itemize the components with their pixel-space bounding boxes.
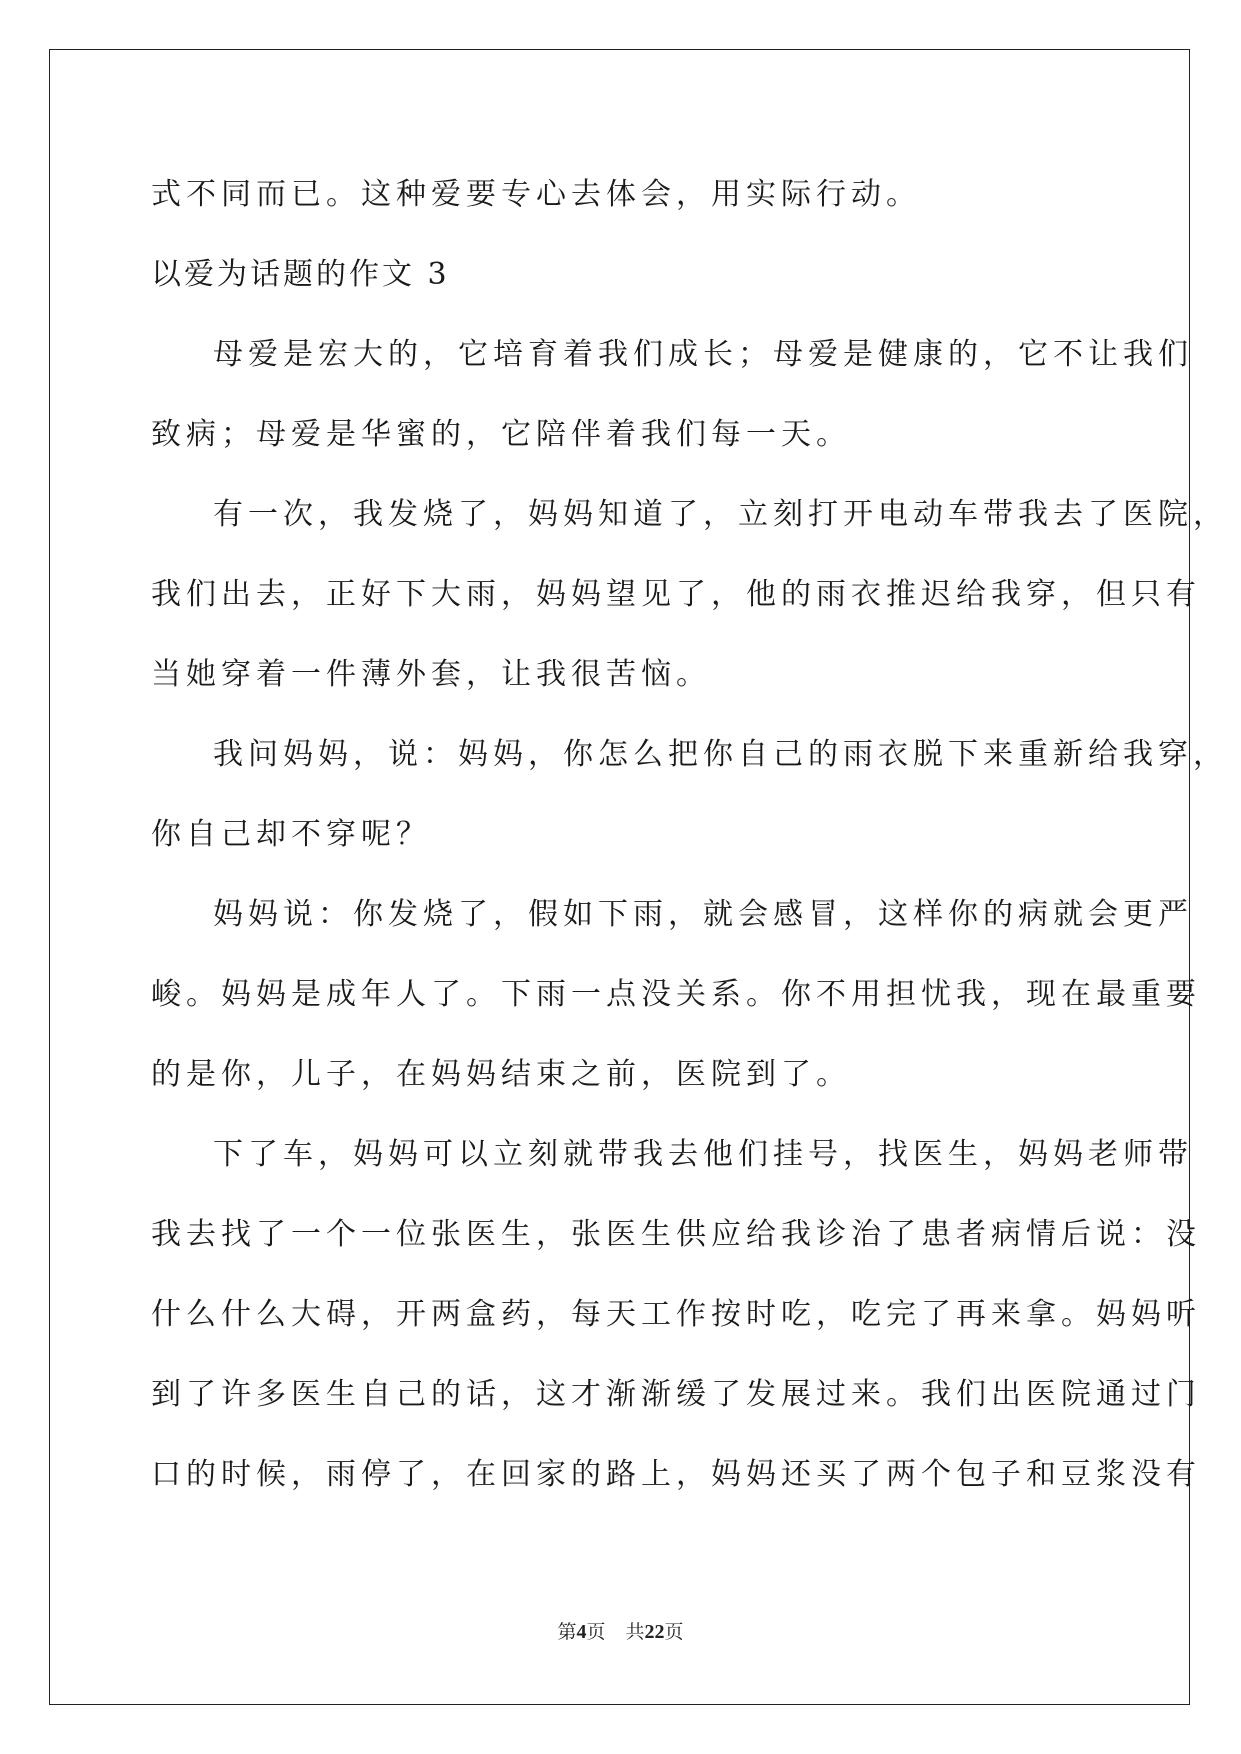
paragraph-first-line: 母爱是宏大的，它培育着我们成长；母爱是健康的，它不让我们 (213, 337, 1193, 372)
text-line: 峻。妈妈是成年人了。下雨一点没关系。你不用担忧我，现在最重要 (151, 977, 1201, 1012)
text-line: 到了许多医生自己的话，这才渐渐缓了发展过来。我们出医院通过门 (151, 1377, 1201, 1412)
page-prefix: 第 (557, 1621, 577, 1643)
text-line: 我们出去，正好下大雨，妈妈望见了，他的雨衣推迟给我穿，但只有 (151, 577, 1201, 612)
paragraph-first-line: 下了车，妈妈可以立刻就带我去他们挂号，找医生，妈妈老师带 (213, 1137, 1193, 1172)
text-line: 你自己却不穿呢？ (151, 817, 431, 852)
text-line: 口的时候，雨停了，在回家的路上，妈妈还买了两个包子和豆浆没有 (151, 1457, 1201, 1492)
text-line: 什么什么大碍，开两盒药，每天工作按时吃，吃完了再来拿。妈妈听 (151, 1297, 1201, 1332)
text-line: 式不同而已。这种爱要专心去体会，用实际行动。 (151, 177, 921, 212)
document-body (151, 155, 1228, 1515)
paragraph-first-line: 妈妈说：你发烧了，假如下雨，就会感冒，这样你的病就会更严 (213, 897, 1193, 932)
total-prefix: 共 (625, 1621, 645, 1643)
text-line: 致病；母爱是华蜜的，它陪伴着我们每一天。 (151, 417, 851, 452)
page-number: 4 (576, 1621, 587, 1643)
paragraph-first-line: 有一次，我发烧了，妈妈知道了，立刻打开电动车带我去了医院， (213, 497, 1228, 532)
total-pages: 22 (644, 1621, 665, 1643)
page-suffix: 页 (586, 1621, 606, 1643)
text-line: 我去找了一个一位张医生，张医生供应给我诊治了患者病情后说：没 (151, 1217, 1201, 1252)
text-line: 当她穿着一件薄外套，让我很苦恼。 (151, 657, 711, 692)
total-suffix: 页 (664, 1621, 684, 1643)
paragraph-first-line: 我问妈妈，说：妈妈，你怎么把你自己的雨衣脱下来重新给我穿， (213, 737, 1228, 772)
page-footer (0, 1620, 1241, 1644)
text-line: 的是你，儿子，在妈妈结束之前，医院到了。 (151, 1057, 851, 1092)
section-heading: 以爱为话题的作文 3 (151, 257, 450, 292)
